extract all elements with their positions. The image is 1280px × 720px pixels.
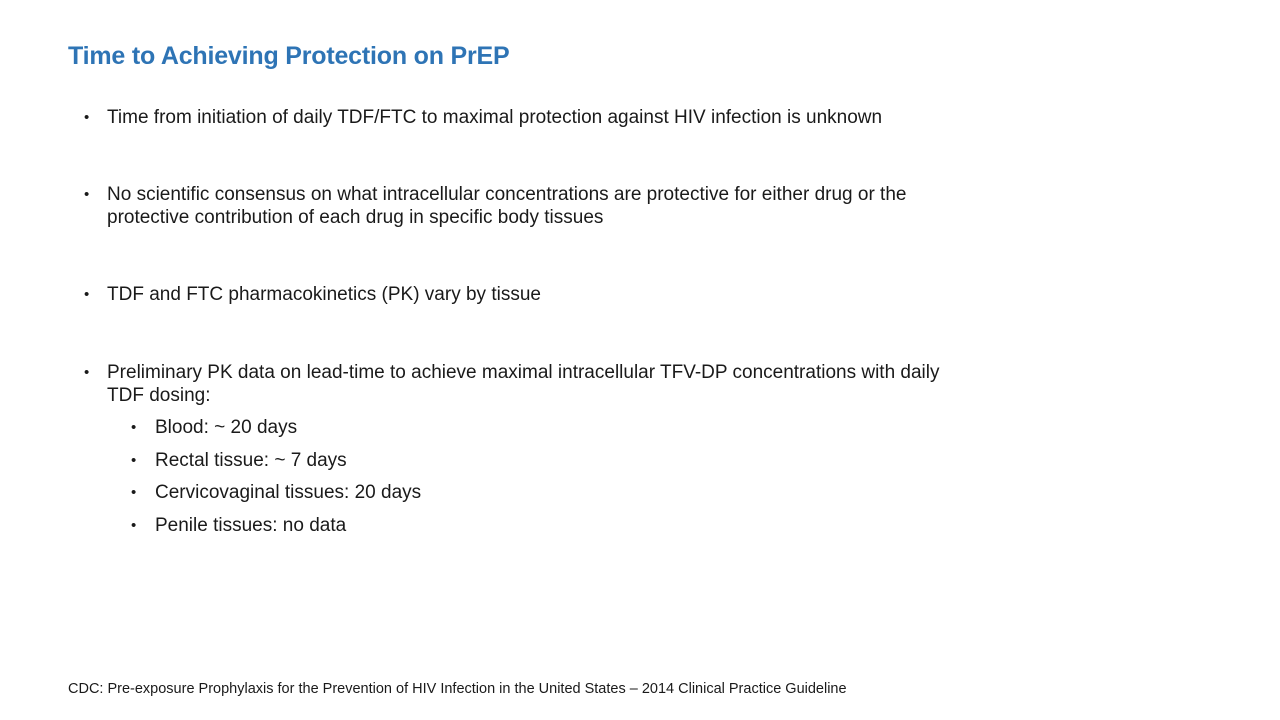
sub-bullet-text: Blood: ~ 20 days	[155, 417, 298, 438]
sub-bullet-text: Penile tissues: no data	[155, 514, 347, 536]
sub-bullet-text: Rectal tissue: ~ 7 days	[155, 449, 347, 471]
bullet-text: TDF and FTC pharmacokinetics (PK) vary by tissue	[107, 284, 541, 305]
sub-bullet-item	[131, 514, 954, 537]
sub-bullet-dot: •	[131, 516, 137, 534]
sub-bullet-dot: •	[131, 419, 137, 436]
sub-bullet-text: Cervicovaginal tissues: 20 days	[155, 482, 422, 503]
sub-bullet-list	[107, 416, 954, 537]
bullet-dot: •	[84, 364, 90, 381]
sub-bullet-item	[131, 449, 954, 472]
sub-bullet-dot: •	[131, 484, 137, 501]
bullet-item	[84, 361, 954, 537]
sub-bullet-dot: •	[131, 451, 137, 469]
bullet-text: No scientific consensus on what intracellular concentrations are protective for either drug or the protective contribution of each drug in specific body tissues	[107, 184, 907, 228]
bullet-text: Time from initiation of daily TDF/FTC to maximal protection against HIV infection is unknown	[107, 107, 883, 128]
bullet-item	[84, 283, 954, 306]
bullet-text: Preliminary PK data on lead-time to achieve maximal intracellular TFV-DP concentrations with daily TDF dosing:	[107, 362, 940, 406]
bullet-dot: •	[84, 109, 90, 126]
bullet-item	[84, 183, 954, 229]
bullet-item	[84, 106, 954, 129]
slide-content	[84, 106, 954, 546]
sub-bullet-item	[131, 481, 954, 504]
bullet-dot: •	[84, 286, 90, 303]
citation-footer: CDC: Pre-exposure Prophylaxis for the Prevention of HIV Infection in the United States – 2014 Clinical Practice Guideline	[68, 681, 847, 697]
slide-title: Time to Achieving Protection on PrEP	[68, 42, 510, 70]
sub-bullet-item	[131, 416, 954, 439]
bullet-list	[84, 106, 954, 537]
bullet-dot: •	[84, 186, 90, 203]
